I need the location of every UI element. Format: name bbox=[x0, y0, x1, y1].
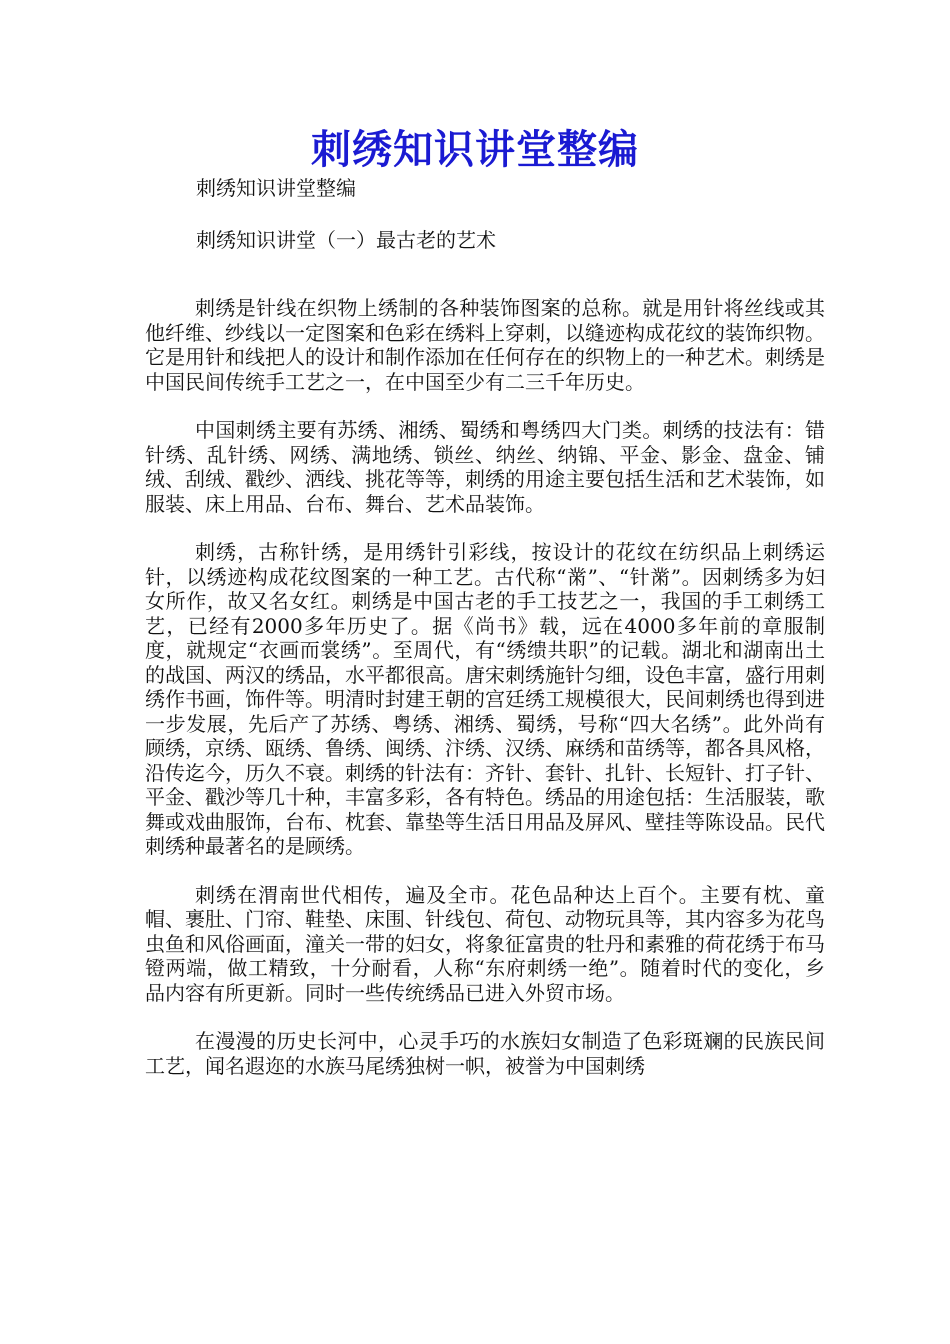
body-paragraph-3: 刺绣，古称针绣，是用绣针引彩线，按设计的花纹在纺织品上刺绣运针，以绣迹构成花纹图案的一种工艺。古代称“黹”、“针黹”。因刺绣多为妇女所作，故又名女红。刺绣是中国古老的手工技艺之一，我国的手工刺绣工艺，已经有2000多年历史了。据《尚书》载，远在4000多年前的章服制度，就规定“衣画而裳绣”。至周代，有“绣缋共职”的记载。湖北和湖南出土的战国、两汉的绣品，水平都很高。唐宋刺绣施针匀细，设色丰富，盛行用刺绣作书画，饰件等。明清时封建王朝的宫廷绣工规模很大，民间刺绣也得到进一步发展，先后产了苏绣、粤绣、湘绣、蜀绣，号称“四大名绣”。此外尚有顾绣，京绣、瓯绣、鲁绣、闽绣、汴绣、汉绣、麻绣和苗绣等，都各具风格，沿传迄今，历久不衰。刺绣的针法有：齐针、套针、扎针、长短针、打子针、平金、戳沙等几十种，丰富多彩，各有特色。绣品的用途包括：生活服装，歌舞或戏曲服饰，台布、枕套、靠垫等生活日用品及屏风、壁挂等陈设品。民代刺绣种最著名的是顾绣。 bbox=[145, 540, 825, 858]
document-title: 刺绣知识讲堂整编 bbox=[311, 126, 639, 173]
body-paragraph-2: 中国刺绣主要有苏绣、湘绣、蜀绣和粤绣四大门类。刺绣的技法有：错针绣、乱针绣、网绣、满地绣、锁丝、纳丝、纳锦、平金、影金、盘金、铺绒、刮绒、戳纱、洒线、挑花等等，刺绣的用途主要包括生活和艺术装饰，如服装、床上用品、台布、舞台、艺术品装饰。 bbox=[145, 418, 825, 516]
body-paragraph-5: 在漫漫的历史长河中，心灵手巧的水族妇女制造了色彩斑斓的民族民间工艺，闻名遐迩的水族马尾绣独树一帜，被誉为中国刺绣 bbox=[145, 1029, 825, 1078]
body-paragraph-4: 刺绣在渭南世代相传，遍及全市。花色品种达上百个。主要有枕、童帽、裹肚、门帘、鞋垫、床围、针线包、荷包、动物玩具等，其内容多为花鸟虫鱼和风俗画面，潼关一带的妇女，将象征富贵的牡丹和素雅的荷花绣于布马镫两端，做工精致，十分耐看，人称“东府刺绣一绝”。随着时代的变化，乡品内容有所更新。同时一些传统绣品已进入外贸市场。 bbox=[145, 882, 825, 1005]
document-subtitle: 刺绣知识讲堂整编 bbox=[196, 176, 356, 200]
body-paragraph-1: 刺绣是针线在织物上绣制的各种装饰图案的总称。就是用针将丝线或其他纤维、纱线以一定图案和色彩在绣料上穿刺，以缝迹构成花纹的装饰织物。它是用针和线把人的设计和制作添加在任何存在的织物上的一种艺术。刺绣是中国民间传统手工艺之一，在中国至少有二三千年历史。 bbox=[145, 296, 825, 394]
section-heading: 刺绣知识讲堂（一）最古老的艺术 bbox=[196, 228, 496, 252]
document-body bbox=[145, 296, 825, 1102]
